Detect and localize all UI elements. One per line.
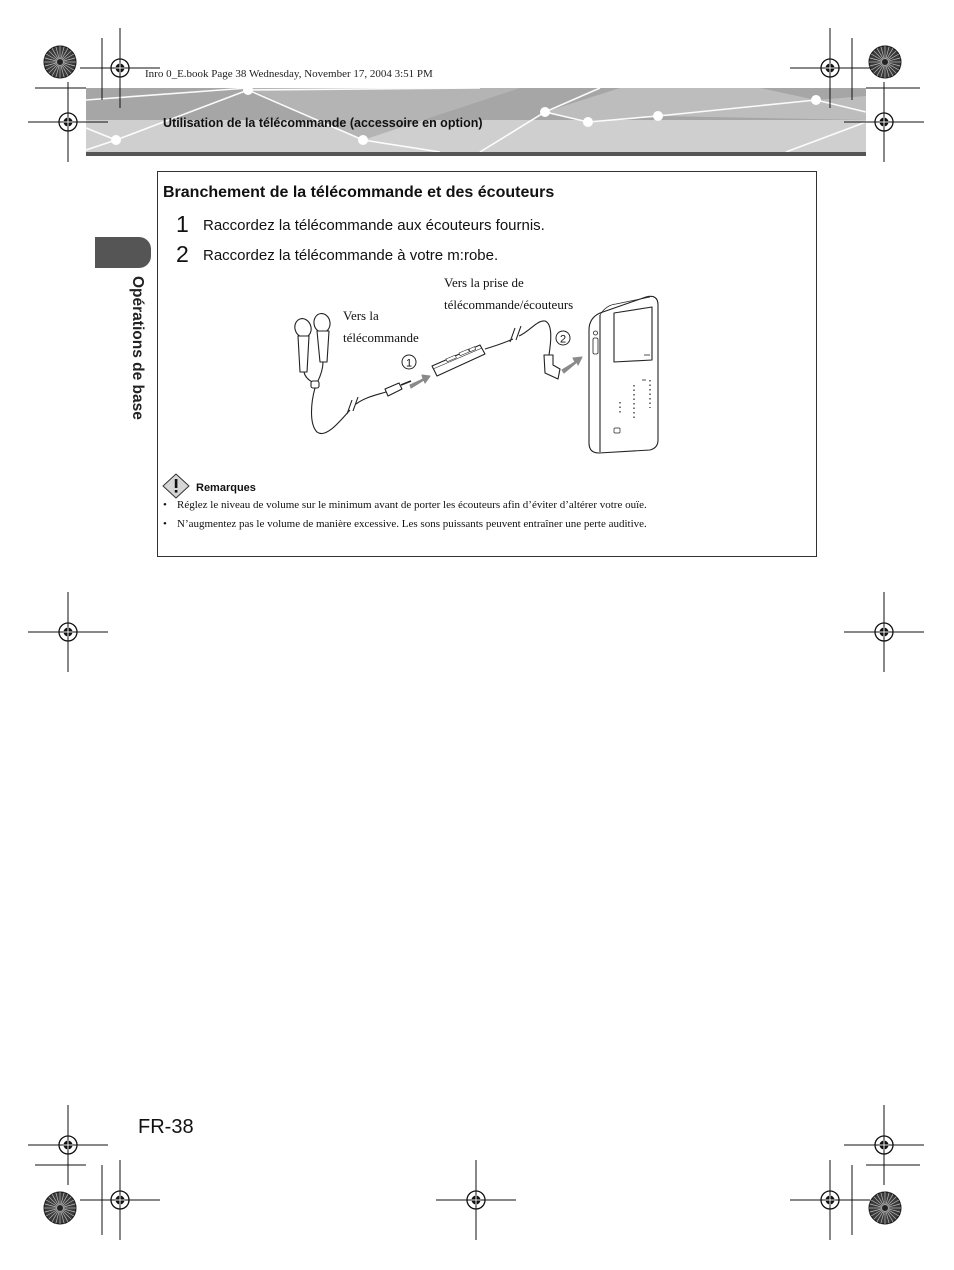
step-text-2: Raccordez la télécommande à votre m:robe. <box>203 247 499 264</box>
bullet-glyph-2: • <box>163 518 167 530</box>
step-text-1: Raccordez la télécommande aux écouteurs fournis. <box>203 217 545 234</box>
content-heading: Branchement de la télécommande et des écouteurs <box>163 184 555 201</box>
diagram-label-jack-2: télécommande/écouteurs <box>444 297 574 312</box>
step-number-2: 2 <box>176 241 189 267</box>
section-title: Utilisation de la télécommande (accessoire en option) <box>163 116 483 130</box>
step-number-1: 1 <box>176 211 189 237</box>
remark-item-2: N’augmentez pas le volume de manière excessive. Les sons puissants peuvent entraîner une perte auditive. <box>177 518 647 530</box>
side-tab <box>95 237 151 268</box>
svg-text:1: 1 <box>405 357 413 370</box>
side-tab-label: Opérations de base <box>129 276 146 420</box>
svg-text:2: 2 <box>559 333 567 346</box>
page-number: FR-38 <box>138 1116 194 1138</box>
diagram-label-remote-1: Vers la <box>343 308 379 323</box>
diagram-label-jack-1: Vers la prise de <box>444 275 524 290</box>
bullet-glyph-1: • <box>163 499 167 511</box>
diagram-label-remote-2: télécommande <box>343 330 419 345</box>
print-meta: Inro 0_E.book Page 38 Wednesday, November 17, 2004 3:51 PM <box>145 68 433 80</box>
remark-item-1: Réglez le niveau de volume sur le minimum avant de porter les écouteurs afin d’éviter d’altérer votre ouïe. <box>177 499 647 511</box>
remarks-title: Remarques <box>196 482 256 494</box>
